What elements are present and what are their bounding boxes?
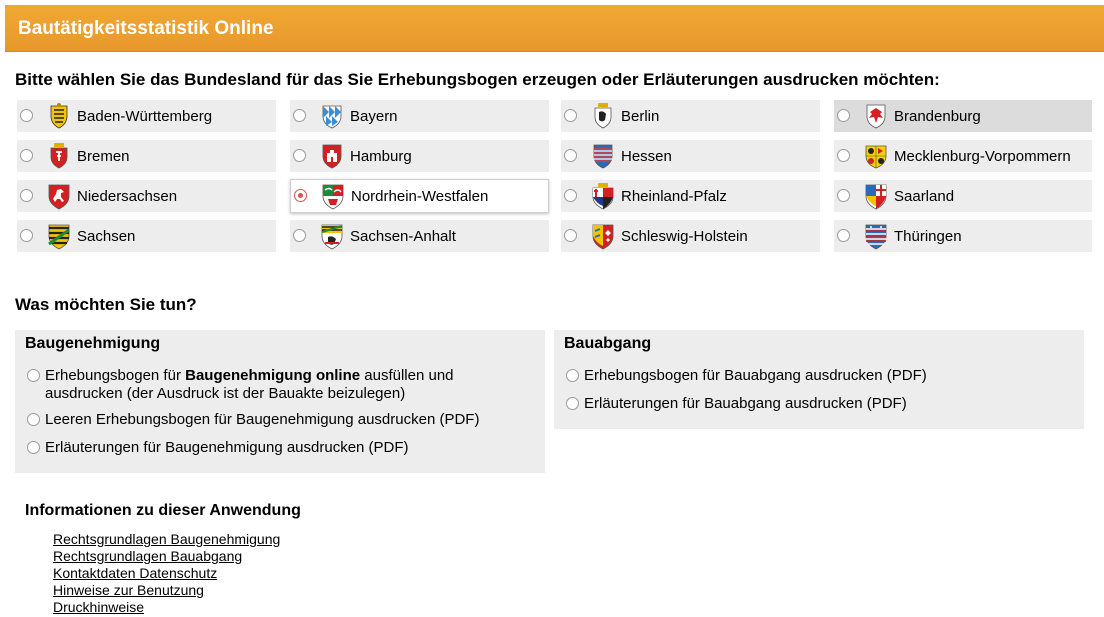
state-radio[interactable]: [20, 189, 33, 202]
state-label: Hamburg: [350, 148, 412, 165]
state-option-hamburg[interactable]: [290, 140, 549, 172]
bauabgang-title: Bauabgang: [564, 335, 652, 352]
state-option-berlin[interactable]: [561, 100, 820, 132]
state-option-baden-wuerttemberg[interactable]: [17, 100, 276, 132]
action-question: Was möchten Sie tun?: [15, 295, 197, 314]
rheinland-pfalz-crest-icon: [589, 182, 617, 210]
link-rechtsgrundlagen-bauabgang[interactable]: Rechtsgrundlagen Bauabgang: [53, 548, 243, 564]
bauabgang-explanations-option[interactable]: [564, 395, 1069, 413]
app-title: Bautätigkeitsstatistik Online: [18, 18, 274, 39]
option-text: Erläuterungen für Bauabgang ausdrucken (PDF): [584, 395, 907, 412]
state-option-saarland[interactable]: [834, 180, 1092, 212]
state-radio[interactable]: [837, 229, 850, 242]
option-radio[interactable]: [27, 369, 40, 382]
info-title: Informationen zu dieser Anwendung: [25, 502, 301, 519]
nordrhein-westfalen-crest-icon: [319, 182, 347, 210]
state-option-niedersachsen[interactable]: [17, 180, 276, 212]
option-text: Leeren Erhebungsbogen für Baugenehmigung ausdrucken (PDF): [45, 411, 480, 428]
state-radio[interactable]: [564, 149, 577, 162]
option-text-pre: Erhebungsbogen für: [45, 367, 186, 384]
option-text: Erläuterungen für Baugenehmigung ausdrucken (PDF): [45, 439, 409, 456]
bauabgang-form-option[interactable]: [564, 367, 1069, 385]
state-option-schleswig-holstein[interactable]: [561, 220, 820, 252]
state-radio[interactable]: [564, 229, 577, 242]
state-radio[interactable]: [564, 109, 577, 122]
schleswig-holstein-crest-icon: [589, 222, 617, 250]
state-option-bayern[interactable]: [290, 100, 549, 132]
bauabgang-panel: [554, 330, 1084, 429]
berlin-crest-icon: [589, 102, 617, 130]
state-label: Nordrhein-Westfalen: [351, 188, 489, 205]
state-label: Rheinland-Pfalz: [621, 188, 727, 205]
option-text-bold: Baugenehmigung online: [185, 367, 361, 384]
state-label: Saarland: [894, 188, 955, 205]
state-label: Sachsen: [77, 228, 136, 245]
state-radio[interactable]: [293, 109, 306, 122]
state-option-bremen[interactable]: [17, 140, 276, 172]
baugenehmigung-empty-form-option[interactable]: [25, 411, 530, 429]
saarland-crest-icon: [862, 182, 890, 210]
state-radio[interactable]: [293, 229, 306, 242]
state-radio[interactable]: [837, 149, 850, 162]
baugenehmigung-panel: [15, 330, 545, 473]
app-header: [5, 5, 1104, 52]
state-option-brandenburg[interactable]: [834, 100, 1092, 132]
option-radio[interactable]: [566, 369, 579, 382]
state-question: Bitte wählen Sie das Bundesland für das Sie Erhebungsbogen erzeugen oder Erläuterungen ausdrucken möchten:: [15, 70, 940, 89]
state-option-sachsen-anhalt[interactable]: [290, 220, 549, 252]
option-radio[interactable]: [27, 441, 40, 454]
state-radio-checked[interactable]: [294, 189, 307, 202]
state-option-hessen[interactable]: [561, 140, 820, 172]
baugenehmigung-title: Baugenehmigung: [25, 335, 161, 352]
link-rechtsgrundlagen-baugenehmigung[interactable]: Rechtsgrundlagen Baugenehmigung: [53, 531, 281, 547]
state-option-mecklenburg-vorpommern[interactable]: [834, 140, 1092, 172]
state-label: Bayern: [350, 108, 398, 125]
state-radio[interactable]: [20, 149, 33, 162]
state-option-thueringen[interactable]: [834, 220, 1092, 252]
state-label: Brandenburg: [894, 108, 981, 125]
brandenburg-crest-icon: [862, 102, 890, 130]
bayern-crest-icon: [318, 102, 346, 130]
state-radio[interactable]: [20, 109, 33, 122]
option-text-post: ausfüllen und ausdrucken (der Ausdruck ist der Bauakte beizulegen): [45, 367, 454, 402]
state-radio[interactable]: [837, 109, 850, 122]
state-radio[interactable]: [837, 189, 850, 202]
baugenehmigung-explanations-option[interactable]: [25, 439, 530, 457]
sachsen-crest-icon: [45, 222, 73, 250]
bremen-crest-icon: [45, 142, 73, 170]
niedersachsen-crest-icon: [45, 182, 73, 210]
state-radio[interactable]: [564, 189, 577, 202]
state-radio[interactable]: [293, 149, 306, 162]
option-radio[interactable]: [27, 413, 40, 426]
link-hinweise-zur-benutzung[interactable]: Hinweise zur Benutzung: [53, 582, 204, 598]
state-label: Berlin: [621, 108, 660, 125]
baugenehmigung-online-option[interactable]: [25, 367, 530, 403]
mecklenburg-vorpommern-crest-icon: [862, 142, 890, 170]
state-option-rheinland-pfalz[interactable]: [561, 180, 820, 212]
state-label: Hessen: [621, 148, 672, 165]
option-text: [25, 367, 530, 403]
hessen-crest-icon: [589, 142, 617, 170]
state-label: Schleswig-Holstein: [621, 228, 748, 245]
baden-wuerttemberg-crest-icon: [45, 102, 73, 130]
state-label: Baden-Württemberg: [77, 108, 213, 125]
state-label: Thüringen: [894, 228, 962, 245]
state-label: Sachsen-Anhalt: [350, 228, 456, 245]
state-label: Bremen: [77, 148, 130, 165]
state-radio[interactable]: [20, 229, 33, 242]
thueringen-crest-icon: [862, 222, 890, 250]
state-label: Niedersachsen: [77, 188, 178, 205]
link-kontaktdaten-datenschutz[interactable]: Kontaktdaten Datenschutz: [53, 565, 218, 581]
state-label: Mecklenburg-Vorpommern: [894, 148, 1071, 165]
option-radio[interactable]: [566, 397, 579, 410]
hamburg-crest-icon: [318, 142, 346, 170]
option-text: Erhebungsbogen für Bauabgang ausdrucken (PDF): [584, 367, 927, 384]
state-option-sachsen[interactable]: [17, 220, 276, 252]
sachsen-anhalt-crest-icon: [318, 222, 346, 250]
link-druckhinweise[interactable]: Druckhinweise: [53, 599, 145, 615]
state-option-nordrhein-westfalen[interactable]: [290, 179, 549, 213]
info-links: [53, 531, 280, 616]
